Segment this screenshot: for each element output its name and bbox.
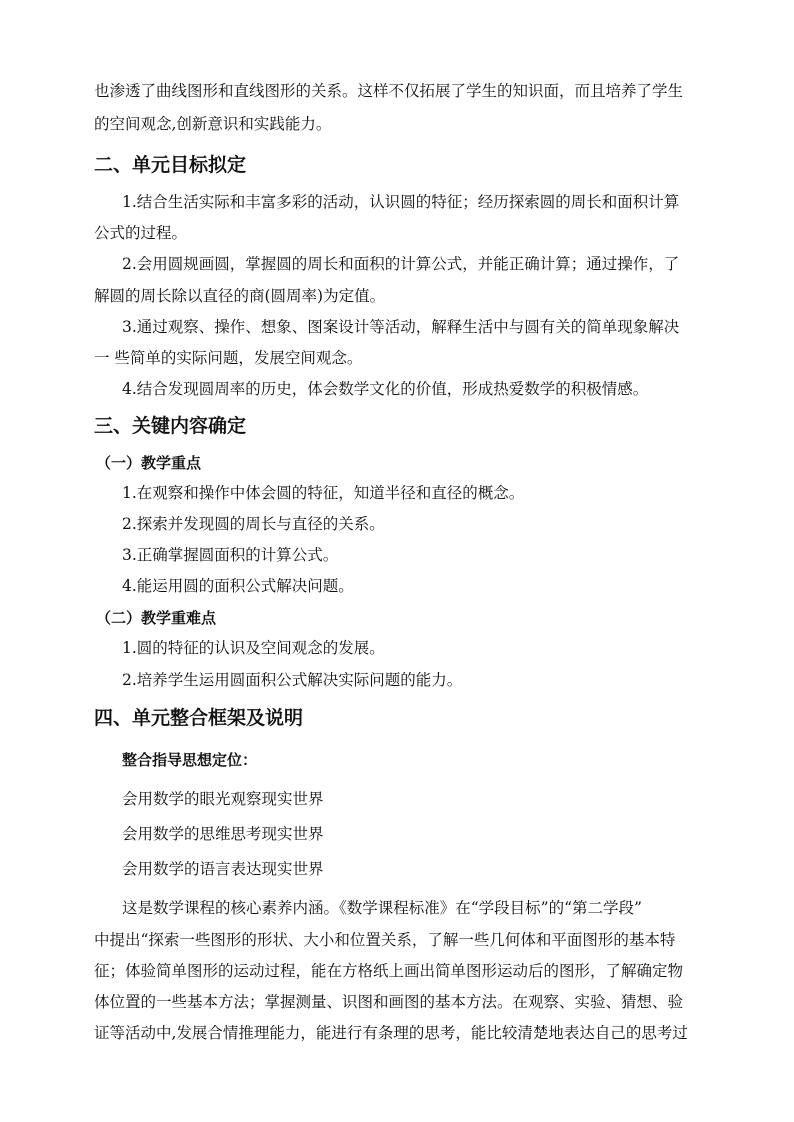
section-4-heading: 四、单元整合框架及说明	[94, 707, 304, 729]
key-point-4: 4.能运用圆的面积公式解决问题。	[122, 577, 354, 595]
goal-2-line-2: 解圆的周长除以直径的商(圆周率)为定值。	[94, 287, 386, 305]
goal-1-line-2: 公式的过程。	[94, 224, 188, 242]
key-points-heading: （一）教学重点	[96, 454, 202, 472]
guide-heading: 整合指导思想定位：	[122, 751, 258, 769]
guide-item-1: 会用数学的眼光观察现实世界	[122, 790, 324, 808]
difficult-point-2: 2.培养学生运用圆面积公式解决实际问题的能力。	[122, 671, 463, 689]
key-point-1: 1.在观察和操作中体会圆的特征，知道半径和直径的概念。	[122, 484, 525, 502]
intro-line-1: 也渗透了曲线图形和直线图形的关系。这样不仅拓展了学生的知识面，而且培养了学生	[94, 82, 684, 100]
difficult-points-heading: （二）教学重难点	[96, 609, 217, 627]
guide-item-3: 会用数学的语言表达现实世界	[122, 860, 324, 878]
key-point-2: 2.探索并发现圆的周长与直径的关系。	[122, 515, 385, 533]
section-2-heading: 二、单元目标拟定	[94, 154, 247, 176]
goal-1-line-1: 1.结合生活实际和丰富多彩的活动，认识圆的特征；经历探索圆的周长和面积计算	[122, 193, 680, 211]
paragraph-line-4: 体位置的一些基本方法；掌握测量、识图和画图的基本方法。在观察、实验、猜想、验	[94, 993, 684, 1011]
goal-4-line-1: 4.结合发现圆周率的历史，体会数学文化的价值，形成热爱数学的积极情感。	[122, 380, 649, 398]
paragraph-line-2: 中提出“探索一些图形的形状、大小和位置关系，了解一些几何体和平面图形的基本特	[94, 931, 676, 949]
section-3-heading: 三、关键内容确定	[94, 415, 247, 437]
goal-3-line-1: 3.通过观察、操作、想象、图案设计等活动，解释生活中与圆有关的简单现象解决	[122, 318, 680, 336]
intro-line-2: 的空间观念,创新意识和实践能力。	[94, 115, 332, 133]
paragraph-line-5: 证等活动中,发展合情推理能力，能进行有条理的思考，能比较清楚地表达自己的思考过	[94, 1024, 688, 1042]
paragraph-line-1: 这是数学课程的核心素养内涵。《数学课程标准》在“学段目标”的“第二学段”	[122, 899, 642, 917]
goal-2-line-1: 2.会用圆规画圆，掌握圆的周长和面积的计算公式，并能正确计算；通过操作，了	[122, 255, 680, 273]
paragraph-line-3: 征；体验简单图形的运动过程，能在方格纸上画出简单图形运动后的图形，了解确定物	[94, 962, 684, 980]
difficult-point-1: 1.圆的特征的认识及空间观念的发展。	[122, 639, 385, 657]
guide-item-2: 会用数学的思维思考现实世界	[122, 825, 324, 843]
key-point-3: 3.正确掌握圆面积的计算公式。	[122, 546, 339, 564]
goal-3-line-2: 一 些简单的实际问题，发展空间观念。	[94, 349, 363, 367]
